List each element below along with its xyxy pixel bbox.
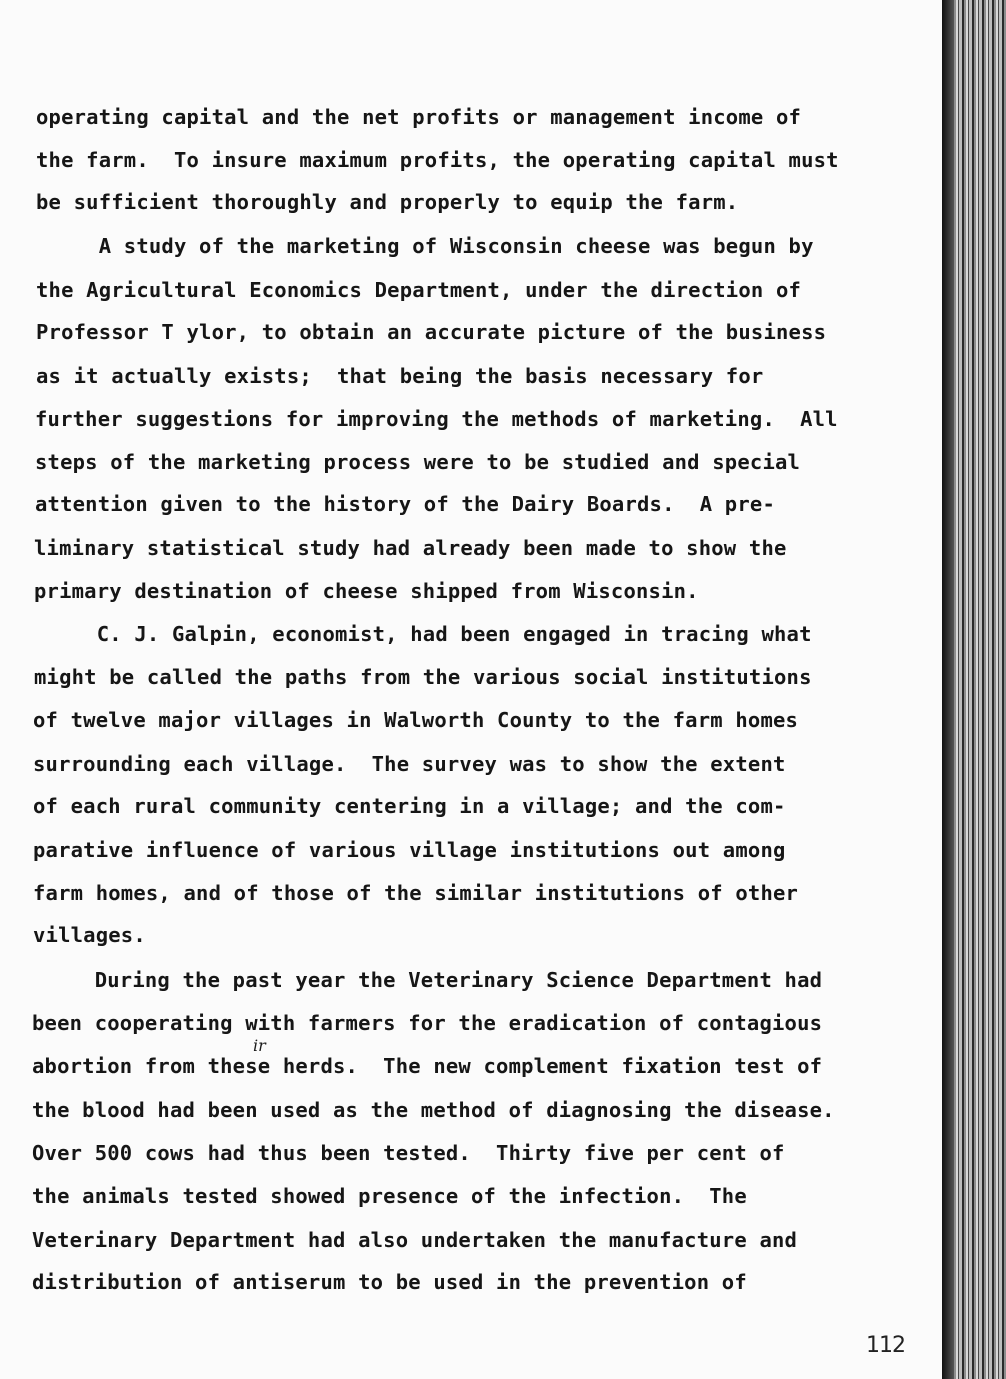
text-line: During the past year the Veterinary Science Department had bbox=[32, 968, 823, 992]
text-line: attention given to the history of the Dairy Boards. A pre- bbox=[35, 492, 775, 516]
text-line: farm homes, and of those of the similar institutions of other bbox=[33, 881, 799, 905]
text-line: distribution of antiserum to be used in the prevention of bbox=[32, 1270, 747, 1294]
text-line: operating capital and the net profits or management income of bbox=[36, 105, 802, 129]
text-line: surrounding each village. The survey was to show the extent bbox=[33, 752, 786, 776]
text-line: C. J. Galpin, economist, had been engaged in tracing what bbox=[34, 622, 812, 646]
text-line: the Agricultural Economics Department, under the direction of bbox=[36, 278, 802, 302]
text-line: of each rural community centering in a village; and the com- bbox=[33, 794, 786, 818]
text-line: Professor T ylor, to obtain an accurate picture of the business bbox=[36, 320, 827, 344]
text-line: abortion from these herds. The new complement fixation test of bbox=[32, 1054, 823, 1078]
text-line: might be called the paths from the various social institutions bbox=[34, 665, 812, 689]
text-line: primary destination of cheese shipped from Wisconsin. bbox=[34, 579, 699, 603]
page-number: 112 bbox=[866, 1333, 905, 1358]
text-line: been cooperating with farmers for the eradication of contagious bbox=[32, 1011, 823, 1035]
text-line: the animals tested showed presence of the infection. The bbox=[32, 1184, 747, 1208]
text-line: the blood had been used as the method of diagnosing the disease. bbox=[32, 1098, 835, 1122]
text-line: of twelve major villages in Walworth County to the farm homes bbox=[33, 708, 799, 732]
text-line: be sufficient thoroughly and properly to equip the farm. bbox=[36, 190, 739, 214]
text-line: A study of the marketing of Wisconsin cheese was begun by bbox=[36, 234, 814, 258]
text-line: further suggestions for improving the methods of marketing. All bbox=[35, 407, 838, 431]
text-line: parative influence of various village institutions out among bbox=[33, 838, 786, 862]
text-line: steps of the marketing process were to be studied and special bbox=[35, 450, 801, 474]
binding-shadow bbox=[942, 0, 954, 1379]
handwritten-insertion: ir bbox=[253, 1036, 266, 1055]
text-line: liminary statistical study had already been made to show the bbox=[34, 536, 787, 560]
text-line: as it actually exists; that being the basis necessary for bbox=[36, 364, 764, 388]
text-line: the farm. To insure maximum profits, the operating capital must bbox=[36, 148, 839, 172]
text-line: Veterinary Department had also undertaken the manufacture and bbox=[32, 1228, 798, 1252]
text-line: Over 500 cows had thus been tested. Thirty five per cent of bbox=[32, 1141, 785, 1165]
book-page-edges bbox=[942, 0, 1006, 1379]
text-line: villages. bbox=[33, 923, 146, 947]
